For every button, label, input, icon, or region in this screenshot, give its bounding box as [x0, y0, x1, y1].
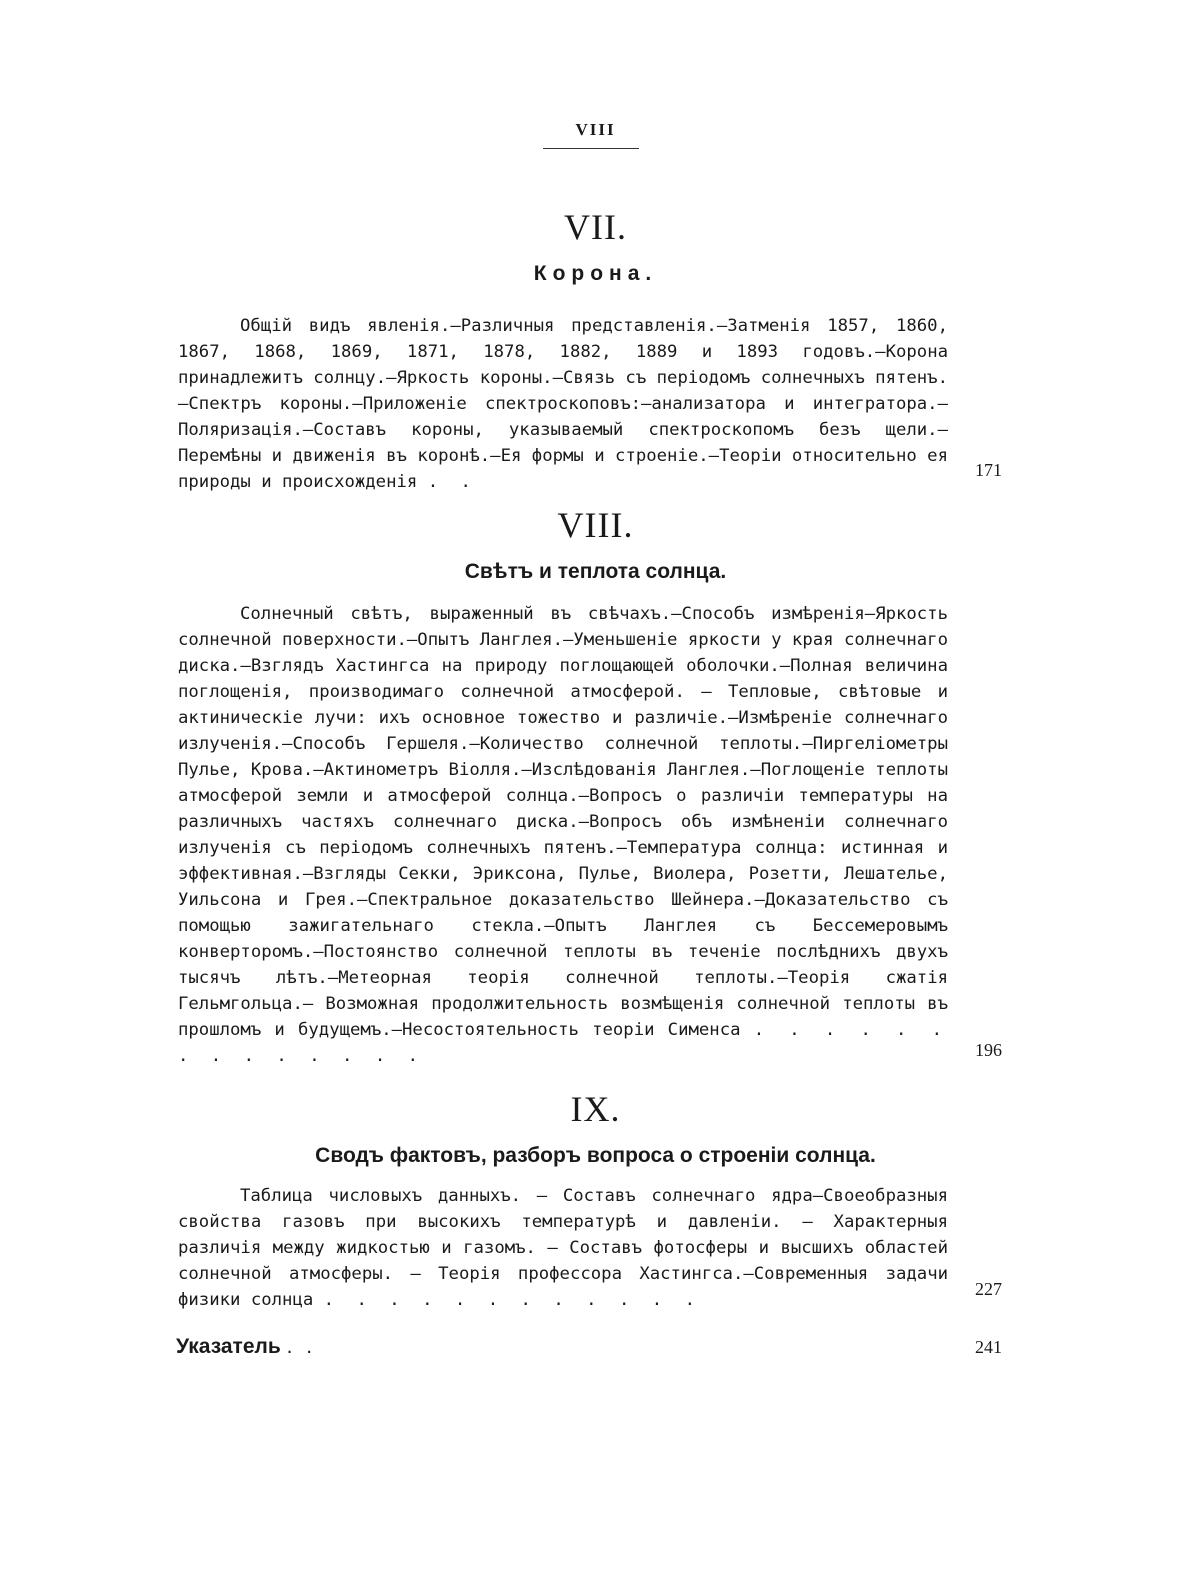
page-reference: 171	[975, 460, 1002, 480]
page-reference: 227	[975, 1279, 1002, 1299]
section-title: Сводъ фактовъ, разборъ вопроса о строеніи солнца.	[315, 1144, 876, 1167]
page-reference: 196	[975, 1040, 1002, 1060]
section-title: Корона.	[533, 262, 658, 285]
header-rule	[543, 148, 639, 149]
page-number: VIII	[575, 120, 616, 139]
section-summary	[178, 1183, 948, 1313]
section-summary	[178, 313, 948, 495]
index-page-reference: 241	[975, 1337, 1002, 1357]
leader-dots: . .	[286, 1335, 317, 1358]
section-summary	[178, 601, 948, 1069]
section-vii	[0, 205, 1191, 289]
leader-dots: . . . . . . . . . . . . . .	[178, 1020, 949, 1066]
section-title: Свѣтъ и теплота солнца.	[464, 560, 727, 583]
section-ix	[0, 1087, 1191, 1171]
summary-text: Таблица числовыхъ данныхъ. — Составъ солнечнаго ядра—Своеобразныя свойства газовъ при высокихъ температурѣ и давленіи. — Характерныя различія между жидкостью и газомъ. — Составъ фотосферы и высшихъ областей солнечной атмосферы. — Теорія профессора Хастингса.—Современныя задачи физики солнца	[178, 1186, 948, 1310]
section-roman: VIII.	[557, 505, 634, 545]
summary-text: Общій видъ явленія.—Различныя представленія.—Затменія 1857, 1860, 1867, 1868, 1869, 1871, 1878, 1882, 1889 и 1893 годовъ.—Корона принадлежитъ солнцу.—Яркость короны.—Связь съ періодомъ солнечныхъ пятенъ.—Спектръ короны.—Приложеніе спектроскоповъ:—анализатора и интегратора.—Поляризація.—Составъ короны, указываемый спектроскопомъ безъ щели.—Перемѣны и движенія въ коронѣ.—Ея формы и строеніе.—Теоріи относительно ея природы и происхожденія	[178, 316, 948, 492]
section-roman: IX.	[570, 1089, 621, 1129]
leader-dots: . . . . . . . . . . . .	[323, 1290, 701, 1310]
section-roman: VII.	[564, 207, 627, 247]
leader-dots: . .	[427, 472, 477, 492]
summary-text: Солнечный свѣтъ, выраженный въ свѣчахъ.—Способъ измѣренія—Яркость солнечной поверхности.—Опытъ Ланглея.—Уменьшеніе яркости у края солнечнаго диска.—Взглядъ Хастингса на природу поглощающей оболочки.—Полная величина поглощенія, производимаго солнечной атмосферой. — Тепловые, свѣтовые и актиническіе лучи: ихъ основное тожество и различіе.—Измѣреніе солнечнаго излученія.—Способъ Гершеля.—Количество солнечной теплоты.—Пиргеліометры Пулье, Крова.—Актинометръ Віолля.—Изслѣдованія Ланглея.—Поглощеніе теплоты атмосферой земли и атмосферой солнца.—Вопросъ о различіи температуры на различныхъ частяхъ солнечнаго диска.—Вопросъ объ измѣненіи солнечнаго излученія съ періодомъ солнечныхъ пятенъ.—Температура солнца: истинная и эффективная.—Взгляды Секки, Эриксона, Пулье, Виолера, Розетти, Лешателье, Уильсона и Грея.—Спектральное доказательство Шейнера.—Доказательство съ помощью зажигательнаго стекла.—Опытъ Ланглея съ Бессемеровымъ конверторомъ.—Постоянство солнечной теплоты въ теченіе послѣднихъ двухъ тысячъ лѣтъ.—Метеорная теорія солнечной теплоты.—Теорія сжатія Гельмгольца.— Возможная продолжительность возмѣщенія солнечной теплоты въ прошломъ и будущемъ.—Несостоятельность теоріи Сименса	[178, 604, 948, 1040]
section-viii	[0, 503, 1191, 587]
index-label: Указатель	[176, 1335, 281, 1358]
index-entry	[176, 1335, 316, 1359]
